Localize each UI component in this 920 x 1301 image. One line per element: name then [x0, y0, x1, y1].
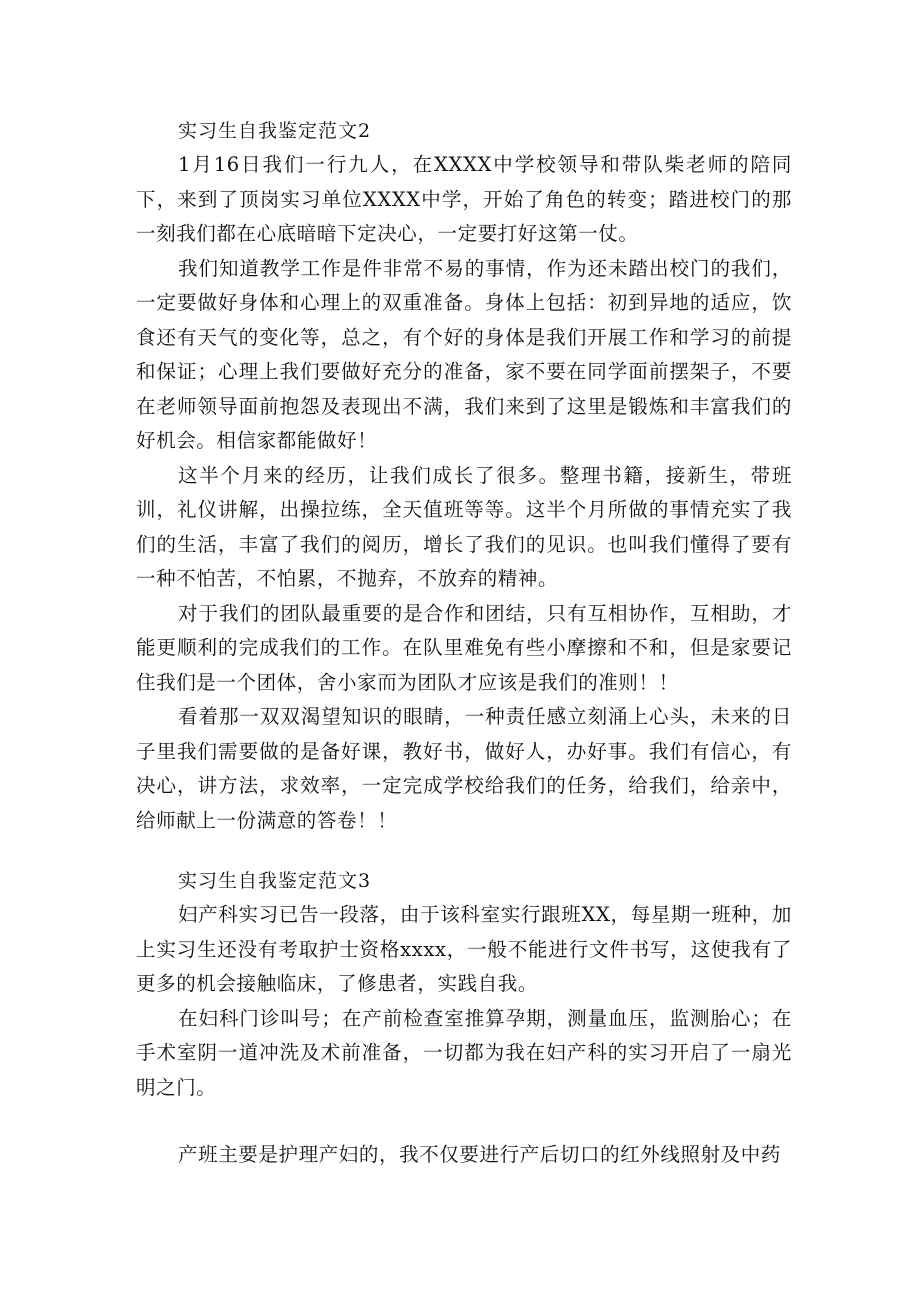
section-title: 实习生自我鉴定范文2 [178, 120, 372, 142]
section-continuation [136, 1138, 792, 1173]
paragraph: 1月16日我们一行九人，在XXXX中学校领导和带队柴老师的陪同下，来到了顶岗实习单位XXXX中学，开始了角色的转变；踏进校门的那一刻我们都在心底暗暗下定决心，一定要打好这第一仗。 [136, 153, 792, 245]
paragraph: 在妇科门诊叫号；在产前检查室推算孕期，测量血压，监测胎心；在手术室阴一道冲洗及术前准备，一切都为我在妇产科的实习开启了一扇光明之门。 [136, 1006, 792, 1099]
paragraph: 这半个月来的经历，让我们成长了很多。整理书籍，接新生，带班训，礼仪讲解，出操拉练，全天值班等等。这半个月所做的事情充实了我们的生活，丰富了我们的阅历，增长了我们的见识。也叫我们懂得了要有一种不怕苦，不怕累，不抛弃，不放弃的精神。 [136, 463, 792, 590]
section-essay-3 [136, 864, 792, 1105]
paragraph: 对于我们的团队最重要的是合作和团结，只有互相协作，互相助，才能更顺利的完成我们的工作。在队里难免有些小摩擦和不和，但是家要记住我们是一个团体，舍小家而为团队才应该是我们的准则！！ [136, 601, 792, 694]
section-title: 实习生自我鉴定范文3 [178, 870, 372, 892]
paragraph: 妇产科实习已告一段落，由于该科室实行跟班XX，每星期一班种，加上实习生还没有考取护士资格xxxx，一般不能进行文件书写，这使我有了更多的机会接触临床，了修患者，实践自我。 [136, 903, 792, 995]
paragraph: 我们知道教学工作是件非常不易的事情，作为还未踏出校门的我们，一定要做好身体和心理上的双重准备。身体上包括：初到异地的适应，饮食还有天气的变化等，总之，有个好的身体是我们开展工作和学习的前提和保证；心理上我们要做好充分的准备，家不要在同学面前摆架子，不要在老师领导面前抱怨及表现出不满，我们来到了这里是锻炼和丰富我们的好机会。相信家都能做好！ [136, 256, 792, 452]
section-essay-2 [136, 114, 792, 838]
paragraph: 产班主要是护理产妇的，我不仅要进行产后切口的红外线照射及中药 [178, 1143, 782, 1166]
paragraph: 看着那一双双渴望知识的眼睛，一种责任感立刻涌上心头，未来的日子里我们需要做的是备好课，教好书，做好人，办好事。我们有信心，有决心，讲方法，求效率，一定完成学校给我们的任务，给我们，给亲中，给师献上一份满意的答卷！！ [136, 705, 792, 832]
